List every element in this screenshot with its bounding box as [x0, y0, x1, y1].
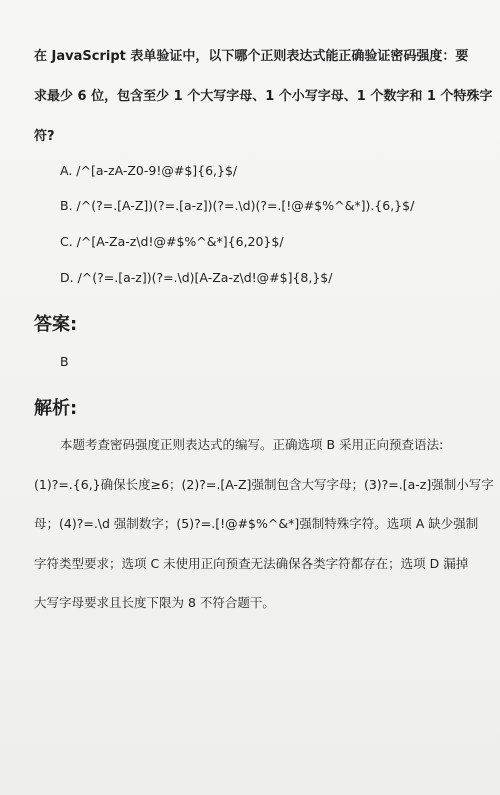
- question-line-2: 求最少 6 位，包含至少 1 个大写字母、1 个小写字母、1 个数字和 1 个特殊字: [34, 89, 493, 104]
- explanation-line-4: 字符类型要求；选项 C 未使用正向预查无法确保各类字符都存在；选项 D 漏掉: [34, 556, 469, 571]
- question-line-1: 在 JavaScript 表单验证中，以下哪个正则表达式能正确验证密码强度：要: [34, 49, 469, 64]
- explanation-line-1: 本题考查密码强度正则表达式的编写。正确选项 B 采用正向预查语法:: [60, 437, 444, 452]
- option-d: D. /^(?=.[a-z])(?=.\d)[A-Za-z\d!@#$]{8,}$/: [60, 270, 333, 285]
- explanation-line-5: 大写字母要求且长度下限为 8 不符合题干。: [34, 595, 275, 610]
- answer-heading: 答案:: [34, 314, 78, 335]
- option-c: C. /^[A-Za-z\d!@#$%^&*]{6,20}$/: [60, 234, 284, 249]
- explanation-heading: 解析:: [34, 398, 78, 419]
- explanation-line-2: (1)?=.{6,}确保长度≥6；(2)?=.[A-Z]强制包含大写字母；(3)?=.[a-z]强制小写字: [34, 477, 494, 492]
- explanation-line-3: 母；(4)?=.\d 强制数字；(5)?=.[!@#$%^&*]强制特殊字符。选项 A 缺少强制: [34, 516, 479, 531]
- option-a: A. /^[a-zA-Z0-9!@#$]{6,}$/: [60, 163, 238, 178]
- answer-value: B: [60, 354, 69, 369]
- question-line-3: 符?: [34, 129, 55, 144]
- option-b: B. /^(?=.[A-Z])(?=.[a-z])(?=.\d)(?=.[!@#$%^&*]).{6,}$/: [60, 198, 415, 213]
